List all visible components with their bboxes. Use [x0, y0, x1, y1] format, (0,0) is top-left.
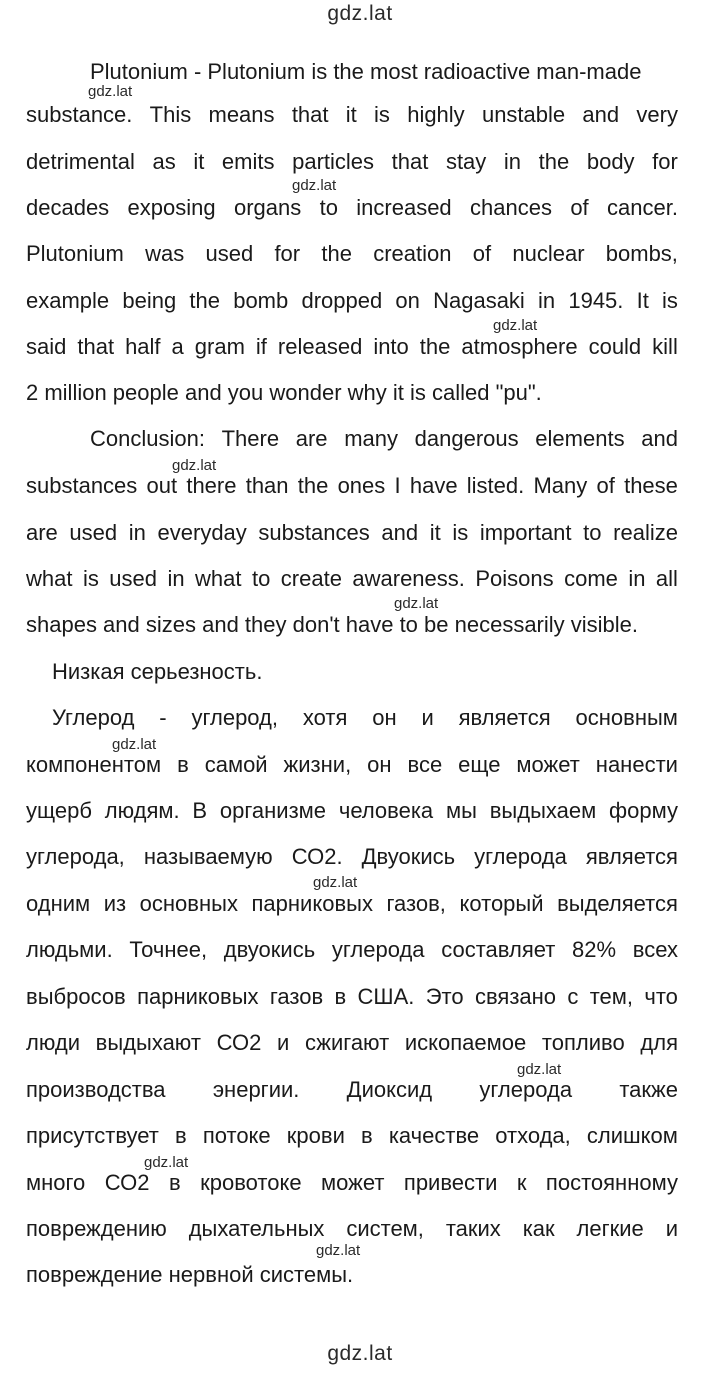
word: сжигают [305, 1030, 390, 1055]
word: of [472, 241, 492, 266]
word: одним [26, 891, 91, 916]
word: stay [445, 149, 487, 174]
word: для [640, 1030, 678, 1055]
word: as [152, 149, 176, 174]
word: также [619, 1077, 678, 1102]
section-heading: Низкая серьезность. [52, 659, 263, 684]
word: ущерб [26, 798, 92, 823]
word: released [277, 334, 363, 359]
watermark: gdz.lat [172, 457, 217, 474]
word: Углерод [52, 705, 135, 730]
text-line [26, 796, 678, 826]
word: the [538, 149, 570, 174]
word: выдыхаем [489, 798, 597, 823]
word: выбросов [26, 984, 126, 1009]
text-line [26, 100, 678, 130]
word: cancer. [607, 195, 678, 220]
word: газов [269, 984, 324, 1009]
word: there [186, 473, 237, 498]
word: exposing [127, 195, 216, 220]
word: are [295, 426, 328, 451]
word: Двуокись [361, 844, 456, 869]
word: хотя [302, 705, 348, 730]
word: gram [194, 334, 245, 359]
word: what [26, 566, 73, 591]
word: the [419, 334, 451, 359]
word: very [636, 102, 678, 127]
word: is [82, 566, 99, 591]
word: из [103, 891, 127, 916]
word: into [373, 334, 409, 359]
word: и [665, 1216, 678, 1241]
word: Conclusion: [90, 426, 205, 451]
word: and [641, 426, 678, 451]
word: потоке [202, 1123, 271, 1148]
word: он [367, 752, 392, 777]
word: these [624, 473, 678, 498]
word: means [208, 102, 275, 127]
word: than [245, 473, 289, 498]
text-line [26, 1028, 678, 1058]
word: слишком [586, 1123, 678, 1148]
text-line [26, 332, 678, 362]
text-line [26, 935, 678, 965]
word: important [479, 520, 572, 545]
word: is [374, 102, 390, 127]
text-line [26, 982, 678, 1012]
text-line [26, 193, 678, 223]
word: all [655, 566, 678, 591]
word: все [407, 752, 443, 777]
word: detrimental [26, 149, 135, 174]
word: качестве [388, 1123, 480, 1148]
word: ископаемое [404, 1030, 527, 1055]
word: substances [258, 520, 370, 545]
word: выдыхают [95, 1030, 201, 1055]
text-line [26, 471, 678, 501]
word: жизни, [283, 752, 352, 777]
word: the [189, 288, 220, 313]
word: и [277, 1030, 290, 1055]
word: Диоксид [346, 1077, 433, 1102]
word: of [596, 473, 615, 498]
word: является [585, 844, 678, 869]
word: in [503, 149, 522, 174]
word: and [381, 520, 419, 545]
word: awareness. [352, 566, 465, 591]
word: в [334, 984, 347, 1009]
word: everyday [157, 520, 247, 545]
word: listed. [466, 473, 525, 498]
text-line [26, 750, 678, 780]
footer-watermark: gdz.lat [327, 1342, 393, 1365]
word: many [344, 426, 398, 451]
word: В [192, 798, 208, 823]
word: повреждению [26, 1216, 167, 1241]
word: for [274, 241, 301, 266]
word: is [452, 520, 469, 545]
word: СО2. [291, 844, 343, 869]
word: людьми. [26, 937, 113, 962]
word: углерода [474, 844, 567, 869]
word: СО2 [104, 1170, 150, 1195]
word: Это [425, 984, 464, 1009]
word: the [321, 241, 352, 266]
word: углерод, [191, 705, 279, 730]
text-line [26, 518, 678, 548]
text-line [26, 1214, 678, 1244]
word: называемую [143, 844, 273, 869]
word: a [171, 334, 184, 359]
word: производства [26, 1077, 166, 1102]
word: в [177, 752, 189, 777]
word: двуокись [223, 937, 316, 962]
word: organs [233, 195, 302, 220]
word: кровотоке [200, 1170, 302, 1195]
word: was [145, 241, 185, 266]
word: dropped [301, 288, 383, 313]
word: люди [26, 1030, 80, 1055]
word: - [159, 705, 167, 730]
watermark: gdz.lat [112, 736, 157, 753]
word: что [644, 984, 678, 1009]
word: основным [575, 705, 678, 730]
word: Plutonium [26, 241, 124, 266]
word: used [69, 520, 118, 545]
word: СО2 [216, 1030, 262, 1055]
word: emits [221, 149, 275, 174]
word: said [26, 334, 67, 359]
word: к [516, 1170, 527, 1195]
word: Many [533, 473, 588, 498]
word: the [297, 473, 329, 498]
word: 82% [572, 937, 617, 962]
word: in [628, 566, 646, 591]
word: в [361, 1123, 373, 1148]
text-line [26, 147, 678, 177]
text-line: повреждение нервной системы. [26, 1262, 354, 1287]
word: nuclear [512, 241, 585, 266]
text-line [26, 842, 678, 872]
word: в [175, 1123, 187, 1148]
word: нанести [595, 752, 678, 777]
watermark: gdz.lat [394, 595, 439, 612]
word: of [570, 195, 589, 220]
word: привести [403, 1170, 498, 1195]
word: парниковых [137, 984, 259, 1009]
watermark: gdz.lat [292, 177, 337, 194]
word: decades [26, 195, 110, 220]
word: are [26, 520, 58, 545]
word: creation [373, 241, 452, 266]
word: dangerous [414, 426, 519, 451]
text-line [26, 1075, 678, 1105]
word: составляет [441, 937, 556, 962]
word: он [372, 705, 397, 730]
word: to [251, 566, 271, 591]
text-line [52, 703, 678, 733]
word: bomb [233, 288, 289, 313]
word: постоянному [545, 1170, 678, 1195]
word: increased [356, 195, 452, 220]
word: еще [458, 752, 501, 777]
word: half [125, 334, 161, 359]
word: крови [286, 1123, 345, 1148]
word: It [636, 288, 649, 313]
word: if [255, 334, 267, 359]
word: This [149, 102, 192, 127]
word: kill [652, 334, 678, 359]
word: газов, [386, 891, 446, 916]
word: выделяется [557, 891, 678, 916]
word: может [321, 1170, 385, 1195]
word: and [582, 102, 620, 127]
word: человека [338, 798, 434, 823]
word: could [588, 334, 642, 359]
word: for [652, 149, 678, 174]
text-line [26, 564, 678, 594]
text-line: Plutonium - Plutonium is the most radioactive man-made [90, 59, 642, 84]
word: углерода, [26, 844, 125, 869]
text-line [26, 889, 678, 919]
word: example [26, 288, 110, 313]
text-line [26, 1121, 678, 1151]
word: систем, [346, 1216, 424, 1241]
word: it [429, 520, 441, 545]
word: it [345, 102, 357, 127]
word: chances [470, 195, 552, 220]
word: to [583, 520, 602, 545]
word: энергии. [212, 1077, 300, 1102]
word: in [128, 520, 146, 545]
text-line [26, 239, 678, 269]
word: много [26, 1170, 86, 1195]
text-line: 2 million people and you wonder why it is called "pu". [26, 380, 542, 405]
word: связано [474, 984, 557, 1009]
word: on [395, 288, 420, 313]
word: самой [204, 752, 268, 777]
watermark: gdz.lat [144, 1154, 189, 1171]
word: create [280, 566, 342, 591]
word: highly [407, 102, 465, 127]
word: США. [357, 984, 415, 1009]
word: ones [337, 473, 386, 498]
word: форму [609, 798, 678, 823]
word: in [167, 566, 185, 591]
word: substances [26, 473, 138, 498]
word: Nagasaki [433, 288, 525, 313]
word: присутствует [26, 1123, 159, 1148]
word: который [459, 891, 544, 916]
word: углерода [331, 937, 425, 962]
word: bombs, [605, 241, 678, 266]
word: atmosphere [461, 334, 578, 359]
word: out [146, 473, 178, 498]
word: дыхательных [188, 1216, 325, 1241]
word: является [458, 705, 551, 730]
word: парниковых [251, 891, 373, 916]
text-line [26, 1168, 678, 1198]
word: организме [219, 798, 327, 823]
word: particles [292, 149, 375, 174]
word: that [391, 149, 429, 174]
word: it [193, 149, 205, 174]
word: have [409, 473, 458, 498]
header-watermark: gdz.lat [327, 2, 393, 25]
word: отхода, [495, 1123, 571, 1148]
watermark: gdz.lat [517, 1061, 562, 1078]
word: мы [445, 798, 477, 823]
word: компонентом [26, 752, 162, 777]
word: с [567, 984, 579, 1009]
word: Точнее, [129, 937, 208, 962]
word: углерода [479, 1077, 573, 1102]
text-line [90, 424, 678, 454]
word: that [77, 334, 115, 359]
word: that [291, 102, 329, 127]
word: to [319, 195, 338, 220]
word: used [205, 241, 254, 266]
text-line [26, 286, 678, 316]
word: всех [632, 937, 678, 962]
word: body [586, 149, 635, 174]
word: being [122, 288, 177, 313]
word: легкие [576, 1216, 644, 1241]
word: is [662, 288, 678, 313]
word: топливо [541, 1030, 625, 1055]
word: come [564, 566, 618, 591]
word: realize [613, 520, 678, 545]
watermark: gdz.lat [313, 874, 358, 891]
word: людям. [104, 798, 180, 823]
word: может [516, 752, 580, 777]
word: основных [139, 891, 238, 916]
word: как [522, 1216, 555, 1241]
word: I [394, 473, 401, 498]
word: unstable [481, 102, 566, 127]
word: in [538, 288, 556, 313]
word: тем, [589, 984, 634, 1009]
word: в [168, 1170, 181, 1195]
text-line: shapes and sizes and they don't have to be necessarily visible. [26, 612, 639, 637]
watermark: gdz.lat [88, 83, 133, 100]
word: used [109, 566, 157, 591]
word: таких [445, 1216, 501, 1241]
watermark: gdz.lat [493, 317, 538, 334]
word: 1945. [568, 288, 624, 313]
word: Poisons [475, 566, 554, 591]
word: There [221, 426, 280, 451]
word: elements [535, 426, 625, 451]
word: what [195, 566, 242, 591]
watermark: gdz.lat [316, 1242, 361, 1259]
word: и [421, 705, 434, 730]
word: substance. [26, 102, 133, 127]
